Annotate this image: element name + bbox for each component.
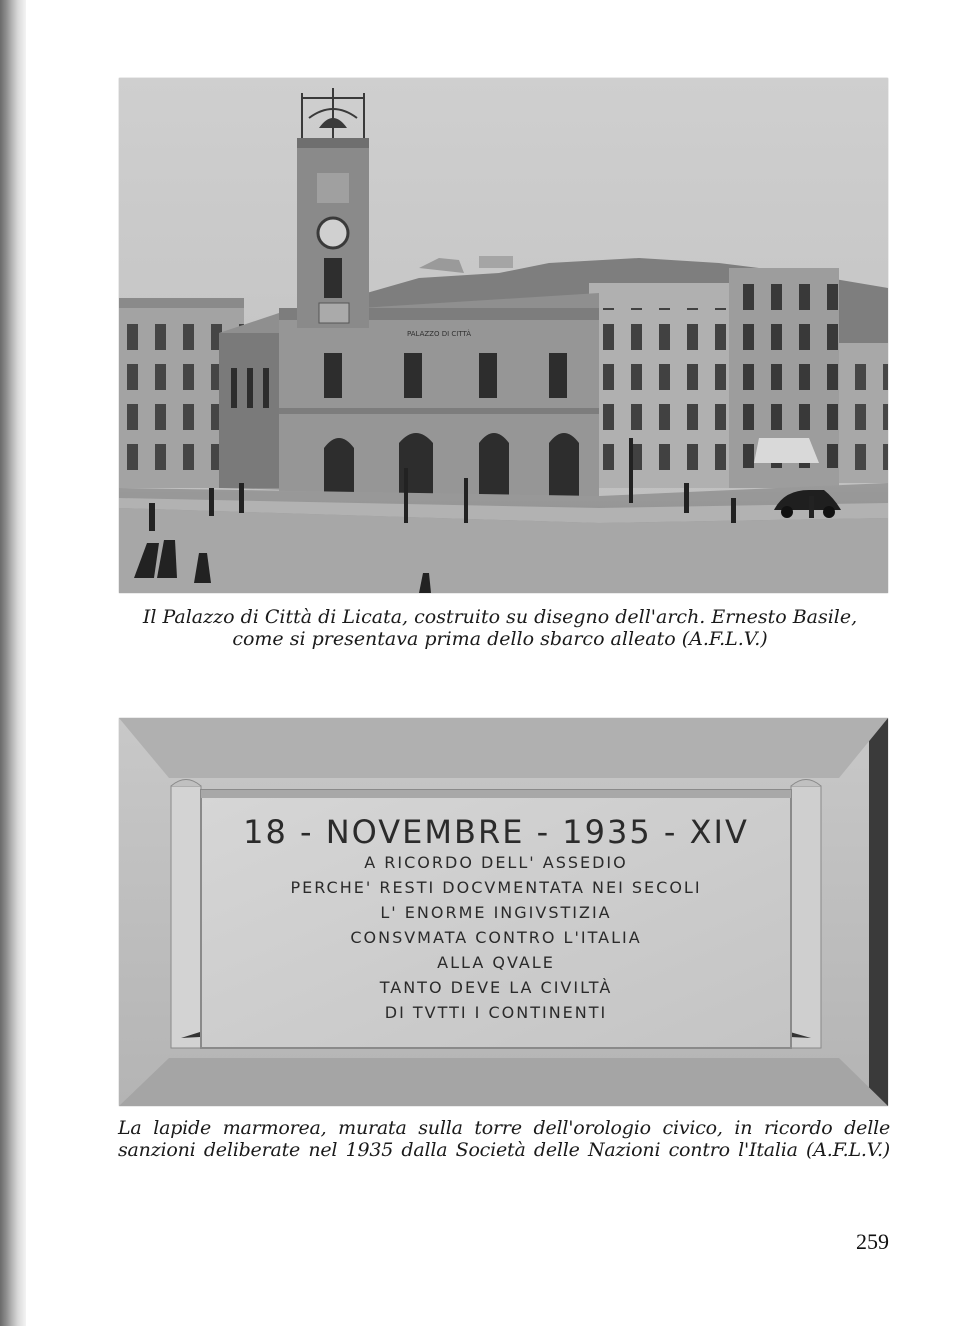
palazzo-sign: PALAZZO DI CITTÀ	[406, 330, 472, 338]
caption-line: come si presentava prima dello sbarco alleato (A.F.L.V.)	[232, 628, 768, 650]
plaque-line: A RICORDO DELL' ASSEDIO	[364, 853, 628, 872]
town-hall-illustration	[119, 78, 888, 593]
town-hall-caption	[100, 606, 900, 650]
page-number: 259	[856, 1229, 889, 1254]
marble-plaque-illustration	[119, 718, 888, 1106]
plaque-line: CONSVMATA CONTRO L'ITALIA	[350, 928, 642, 947]
plaque-line: PERCHE' RESTI DOCVMENTATA NEI SECOLI	[290, 878, 702, 897]
caption-line: Il Palazzo di Città di Licata, costruito su disegno dell'arch. Ernesto Basile,	[142, 606, 858, 628]
caption-line: sanzioni deliberate nel 1935 dalla Società delle Nazioni contro l'Italia (A.F.L.V.)	[118, 1139, 890, 1161]
plaque-line: L' ENORME INGIVSTIZIA	[380, 903, 612, 922]
plaque-photo	[119, 718, 888, 1106]
book-binding-shadow	[0, 0, 26, 1326]
caption-line: La lapide marmorea, murata sulla torre dell'orologio civico, in ricordo delle	[118, 1117, 890, 1139]
plaque-caption	[118, 1117, 890, 1161]
plaque-line: ALLA QVALE	[437, 953, 555, 972]
plaque-line: DI TVTTI I CONTINENTI	[384, 1003, 608, 1022]
plaque-heading: 18 - NOVEMBRE - 1935 - XIV	[243, 813, 749, 851]
town-hall-photo	[119, 78, 888, 593]
plaque-line: TANTO DEVE LA CIVILTÀ	[379, 978, 613, 997]
